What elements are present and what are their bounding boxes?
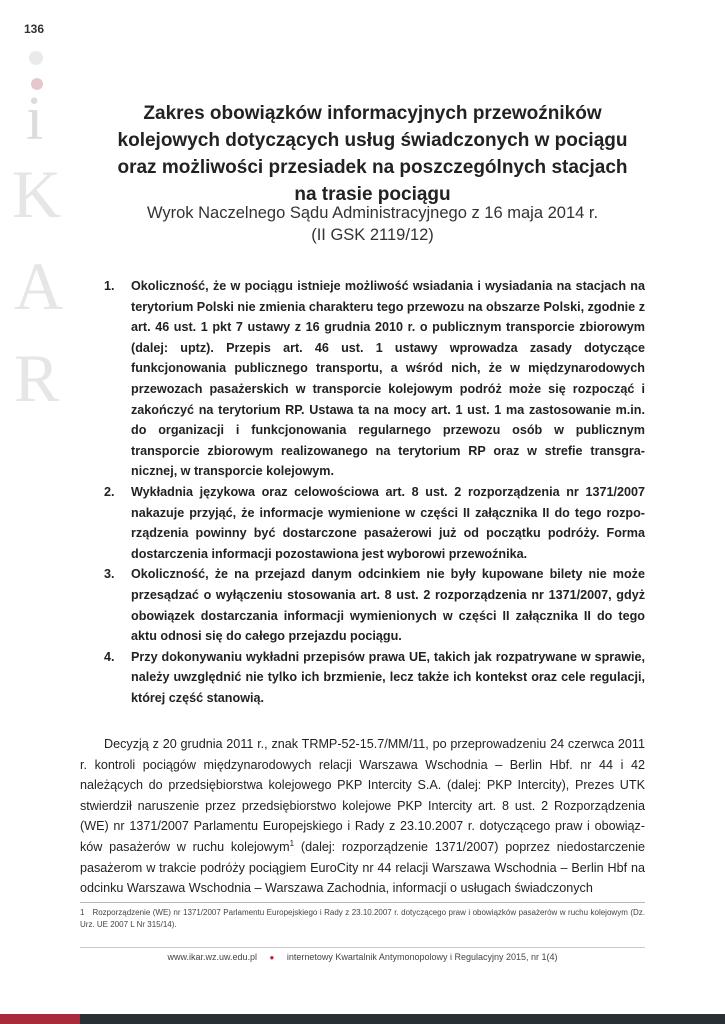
brand-letter-i: i [26,85,44,153]
brand-letter-r: R [14,340,60,416]
article-title [90,100,655,208]
body-text-part: Decyzją z 20 grudnia 2011 r., znak TRMP-52-15.7/MM/11, po przeprowadzeniu 24 czerwca 2011 r. kontroli pociągów międzynarodowych relacji Warszawa Wschodnia – Berlin Hbf. nr 44 i 42 należących do przedsiębiorstwa kolejowego PKP Intercity S.A. (dalej: PKP Intercity), Prezes UTK stwierdził naruszenie przez przedsiębiorstwo kolejowe PKP Intercity art. 8 ust. 2 Rozporządzenia (WE) nr 1371/2007 Parlamentu Europejskiego i Rady z 23.10.2007 r. dotyczącego praw i obowiązków pasażerów w ruchu kolejowym [80,737,645,854]
thesis-text: Okoliczność, że w pociągu istnieje możliwość wsiadania i wysiadania na stacjach na terytorium Polski nie zmienia charakteru tego przewozu na obszarze Polski, zgodnie z art. 46 ust. 1 pkt 7 ustawy z 16 grudnia 2010 r. o publicznym transporcie zbiorowym (dalej: uptz). Przepis art. 46 ust. 1 ustawy wprowadza zasady dotyczące funkcjonowania publicznego transportu, a wśród nich, że w międzynarodowych przewozach pasażerskich w transporcie kolejowym podróż może się rozpocząć i zakończyć na terytorium RP. Ustawa ta na mocy art. 1 ust. 1 ma zastosowanie m.in. do organizacji i funkcjonowania regularnego przewozu osób w publicznym transporcie zbiorowym realizowanego na terytorium RP oraz w strefie transgranicznej, w transporcie kolejowym. [131,279,645,479]
title-line: kolejowych dotyczących usług świadczonych w pociągu [117,130,628,151]
footnote-number: 1 [80,908,85,917]
subtitle-line: Wyrok Naczelnego Sądu Administracyjnego z 16 maja 2014 r. [146,204,599,222]
footer-bullet-icon: ● [269,953,275,962]
body-text-part: (dalej: rozporządzenie 1371/2007) poprzez niedostarczenie pasażerom w trakcie podróży pociągiem EuroCity nr 44 relacji Warszawa Wschodnia – Berlin Hbf na odcinku Warszawa Wschodnia – Warszawa Zachodnia, informacji o usługach świadczonych [80,839,645,896]
title-line: oraz możliwości przesiadek na poszczególnych stacjach [117,157,628,178]
thesis-item [104,482,645,564]
brand-letter-a: A [14,248,64,324]
brand-letter-k: K [12,156,62,232]
thesis-item [104,276,645,482]
thesis-number: 2. [104,484,115,499]
thesis-text: Okoliczność, że na przejazd danym odcinkiem nie były kupowane bilety nie może przesądzać o wyłączeniu stosowania art. 8 ust. 2 rozporządzenia nr 1371/2007, gdyż obowiązek dostarczania informacji wymienionych w części II załącznika II do tego aktu odnosi się do całego przejazdu pociągu. [131,567,645,644]
article-subtitle [90,202,655,246]
title-line: Zakres obowiązków informacyjnych przewoźników [143,103,602,124]
page-number: 136 [24,22,45,36]
theses-list [104,276,645,708]
thesis-number: 4. [104,649,115,664]
body-paragraph [80,734,645,899]
title-line: na trasie pociągu [294,184,451,205]
footnote-text: Rozporządzenie (WE) nr 1371/2007 Parlamentu Europejskiego i Rady z 23.10.2007 r. dotyczącego praw i obowiązków pasażerów w ruchu kolejowym (Dz. Urz. UE 2007 L Nr 315/14). [80,908,645,929]
thesis-item [104,647,645,709]
bottom-bar [0,1014,725,1024]
thesis-number: 1. [104,279,115,293]
thesis-text: Wykładnia językowa oraz celowościowa art. 8 ust. 2 rozporządzenia nr 1371/2007 nakazuje przyjąć, że informacje wymienione w części II załącznika II do tego rozporządzenia powinny być dostarczone pasażerowi już od początku podróży. Forma dostarczenia informacji pozostawiona jest wyborowi przewoźnika. [131,484,645,561]
bottom-bar-accent [0,1014,80,1024]
footnote [80,907,645,931]
subtitle-line: (II GSK 2119/12) [311,226,434,244]
footer-website-link[interactable]: www.ikar.wz.uw.edu.pl [167,952,258,962]
footer [80,951,645,964]
footnote-divider [80,902,645,903]
footer-journal-name: internetowy Kwartalnik Antymonopolowy i Regulacyjny 2015, nr 1(4) [286,952,558,962]
footnote-reference[interactable]: 1 [289,838,295,848]
footer-divider [80,947,645,948]
brand-dot-grey [29,51,43,65]
thesis-number: 3. [104,567,115,582]
thesis-text: Przy dokonywaniu wykładni przepisów prawa UE, takich jak rozpatrywane w sprawie, należy uwzględnić nie tylko ich brzmienie, lecz także ich kontekst oraz cele regulacji, której część stanowią. [131,649,645,705]
thesis-item [104,564,645,646]
